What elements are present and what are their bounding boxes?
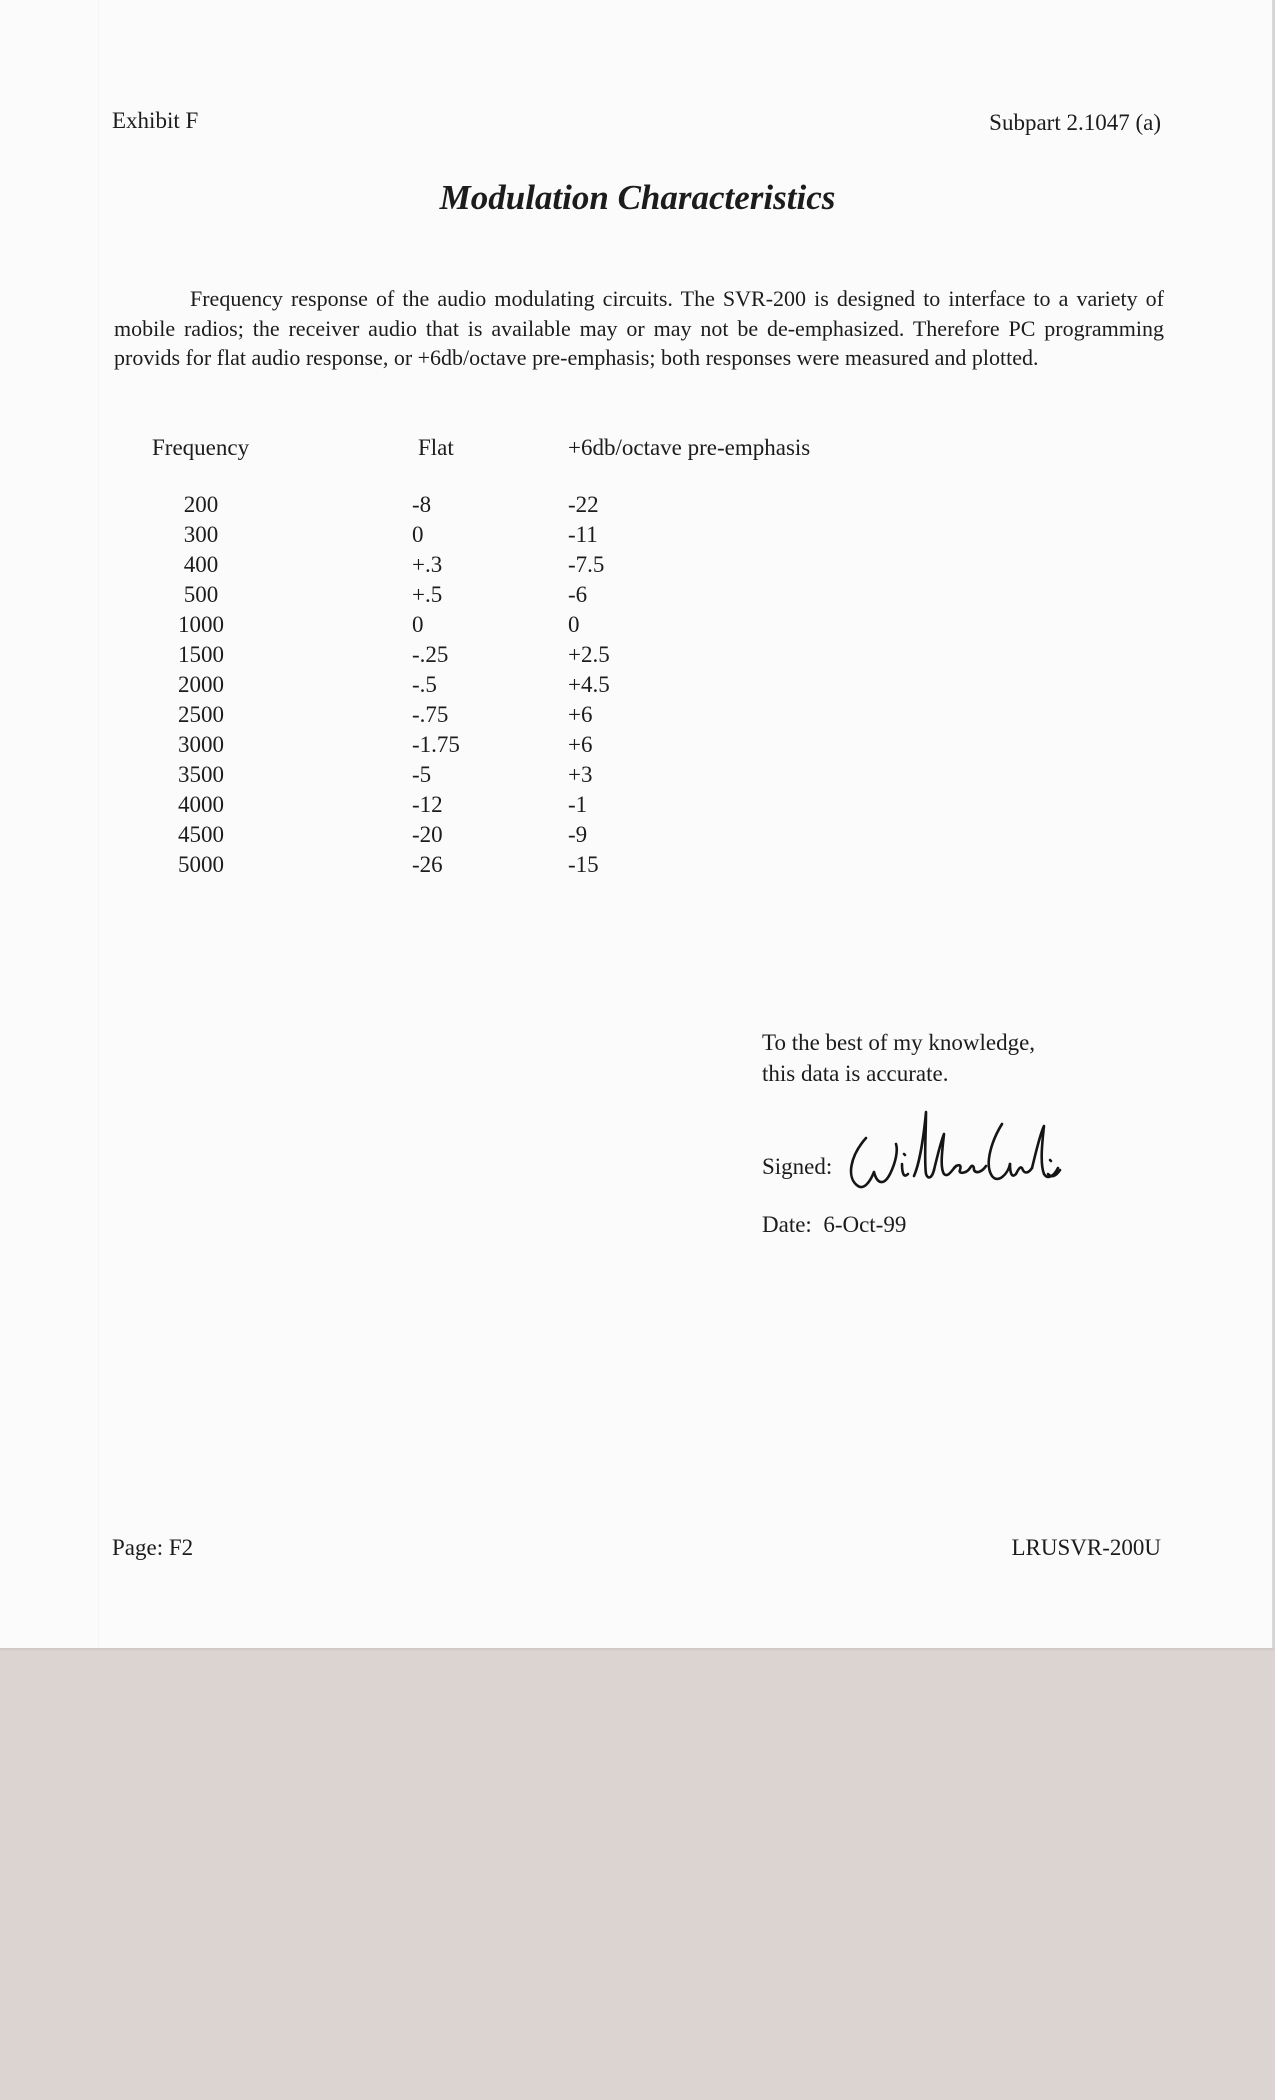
frequency-cell: 2500 [178,702,224,727]
column-header-frequency: Frequency [152,435,250,460]
frequency-cell: 1500 [178,642,224,667]
frequency-cell: 500 [183,582,219,607]
intro-paragraph: Frequency response of the audio modulating circuits. The SVR-200 is designed to interface to a variety of mobile radios; the receiver audio that is available may or may not be de-emphasized. Therefore PC programming provids for flat audio response, or +6db/octave pre-emphasis; both responses were measured and plotted. [114,286,1164,370]
flat-cell: 0 [412,612,424,637]
flat-cell: -12 [412,792,443,817]
signed-label: Signed: [762,1154,833,1179]
frequency-cell: 400 [183,552,219,577]
frequency-cell: 3500 [178,762,224,787]
column-header-flat: Flat [418,435,454,460]
pre-emphasis-cell: -11 [568,522,598,547]
flat-cell: +.5 [412,582,443,607]
flat-cell: -20 [412,822,443,847]
flat-cell: -1.75 [412,732,460,757]
frequency-cell: 5000 [178,852,224,877]
pre-emphasis-cell: -9 [568,822,588,847]
column-header-pre-emphasis: +6db/octave pre-emphasis [568,435,811,460]
flat-cell: -.25 [412,642,449,667]
frequency-cell: 2000 [178,672,224,697]
pre-emphasis-cell: -7.5 [568,552,605,577]
subpart-label: Subpart 2.1047 (a) [989,110,1161,135]
document-id: LRUSVR-200U [1011,1535,1161,1560]
date-line [762,1212,906,1238]
accuracy-line-1: To the best of my knowledge, [762,1030,1036,1055]
pre-emphasis-cell: -1 [568,792,588,817]
frequency-cell: 3000 [178,732,224,757]
flat-cell: 0 [412,522,424,547]
flat-cell: -.75 [412,702,449,727]
frequency-cell: 1000 [178,612,224,637]
frequency-cell: 300 [183,522,219,547]
pre-emphasis-cell: 0 [568,612,580,637]
pre-emphasis-cell: -15 [568,852,599,877]
pre-emphasis-cell: +6 [568,732,593,757]
pre-emphasis-cell: -6 [568,582,588,607]
flat-cell: -8 [412,492,432,517]
pre-emphasis-cell: +3 [568,762,593,787]
page-title: Modulation Characteristics [439,178,836,217]
accuracy-statement [762,1027,1035,1089]
pre-emphasis-cell: -22 [568,492,599,517]
flat-cell: -5 [412,762,432,787]
date-label: Date: [762,1212,812,1237]
handwritten-signature [844,1104,1064,1194]
accuracy-line-2: this data is accurate. [762,1061,949,1086]
pre-emphasis-cell: +6 [568,702,593,727]
date-value: 6-Oct-99 [823,1212,907,1237]
page-number: Page: F2 [112,1535,194,1560]
flat-cell: -.5 [412,672,437,697]
flat-cell: -26 [412,852,443,877]
exhibit-label: Exhibit F [112,108,199,133]
pre-emphasis-cell: +2.5 [568,642,610,667]
frequency-cell: 200 [183,492,219,517]
pre-emphasis-cell: +4.5 [568,672,610,697]
frequency-cell: 4000 [178,792,224,817]
frequency-cell: 4500 [178,822,224,847]
flat-cell: +.3 [412,552,443,577]
